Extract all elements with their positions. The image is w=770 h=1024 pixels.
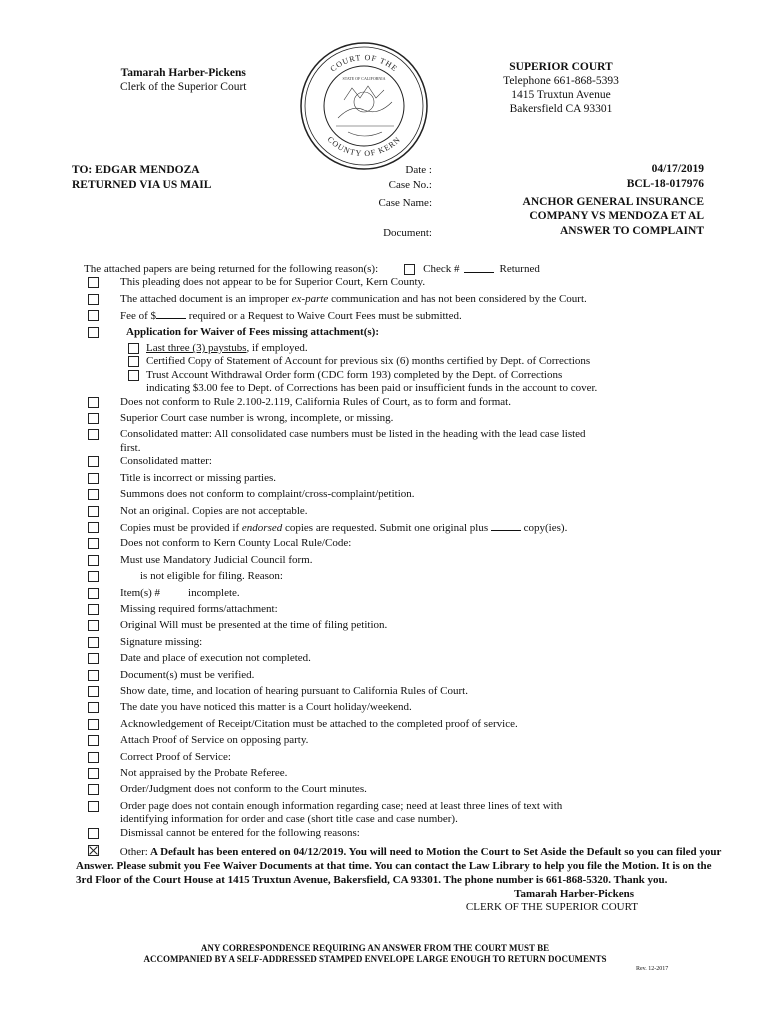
intro-row (84, 263, 728, 276)
reason-text: Dismissal cannot be entered for the following reasons: (120, 826, 360, 839)
reason-checkbox[interactable] (88, 620, 99, 631)
reason-row (88, 428, 728, 455)
reason-text: Acknowledgement of Receipt/Citation must be attached to the completed proof of service. (120, 717, 518, 730)
other-reason (76, 844, 728, 887)
reason-checkbox[interactable] (88, 670, 99, 681)
reason-row (88, 505, 728, 521)
case-name-label: Case Name: (378, 197, 432, 209)
reason-text: Fee of $ required or a Request to Waive Court Fees must be submitted. (120, 310, 462, 323)
reason-checkbox[interactable] (88, 397, 99, 408)
document-value: ANSWER TO COMPLAINT (560, 225, 704, 237)
footer-notice (110, 943, 640, 965)
reason-row (88, 326, 728, 342)
reason-checkbox[interactable] (88, 719, 99, 730)
subreason-checkbox[interactable] (128, 356, 139, 367)
reason-text: Title is incorrect or missing parties. (120, 471, 277, 484)
footer-line-1: ANY CORRESPONDENCE REQUIRING AN ANSWER FROM THE COURT MUST BE (200, 943, 550, 953)
case-name-value-2: COMPANY VS MENDOZA ET AL (529, 210, 704, 222)
reasons-list (76, 263, 728, 914)
reason-row (88, 293, 728, 309)
reason-row (88, 734, 728, 750)
reason-checkbox[interactable] (88, 456, 99, 467)
reason-text: Date and place of execution not completed. (120, 652, 311, 665)
reason-checkbox[interactable] (88, 571, 99, 582)
reason-text: Original Will must be presented at the time of filing petition. (120, 619, 388, 632)
reason-text: This pleading does not appear to be for Superior Court, Kern County. (120, 276, 426, 289)
reason-row (88, 455, 728, 471)
fee-field[interactable] (156, 309, 186, 319)
reason-row (88, 669, 728, 685)
court-block (496, 60, 626, 116)
intro-text: The attached papers are being returned for the following reason(s): (84, 263, 379, 275)
reason-checkbox[interactable] (88, 555, 99, 566)
seal-ring-top: COURT OF THE (328, 52, 400, 74)
reason-text: Attach Proof of Service on opposing party. (120, 734, 309, 747)
reason-text: Superior Court case number is wrong, incomplete, or missing. (120, 412, 394, 425)
other-text: A Default has been entered on 04/12/2019. You will need to Motion the Court to Set Aside the Default so you can filed your Answer. Please submit you Fee Waiver Documents at that time. You can contact the Law Library to help you file the Motion. It is on the 3rd Floor of the Court House at 1415 Truxtun Avenue, Bakersfield, CA 93301. The phone number is 661-868-5320. Thank you. (76, 846, 722, 887)
recipient-to: TO: EDGAR MENDOZA (72, 164, 200, 176)
returned-label: Returned (499, 263, 540, 275)
date-value: 04/17/2019 (651, 163, 704, 175)
reason-row (88, 603, 728, 619)
reason-text: Item(s) # incomplete. (120, 586, 240, 599)
reason-row (88, 396, 728, 412)
subreason-checkbox[interactable] (128, 370, 139, 381)
reason-checkbox[interactable] (88, 277, 99, 288)
reason-row (88, 636, 728, 652)
reason-text: Show date, time, and location of hearing pursuant to California Rules of Court. (120, 684, 468, 697)
reason-row (88, 570, 728, 586)
document-label: Document: (383, 227, 432, 239)
reason-text: Not appraised by the Probate Referee. (120, 767, 288, 779)
reason-text: Copies must be provided if endorsed copies are requested. Submit one original plus copy(ies). (120, 521, 568, 534)
reason-row (88, 521, 728, 537)
reason-checkbox[interactable] (88, 768, 99, 779)
reason-row (88, 652, 728, 668)
case-name-value-1: ANCHOR GENERAL INSURANCE (522, 196, 704, 208)
check-label: Check # (423, 263, 460, 275)
svg-text:COURT OF THE (328, 53, 399, 74)
court-telephone: Telephone 661-868-5393 (503, 75, 619, 87)
reason-checkbox[interactable] (88, 801, 99, 812)
reason-checkbox[interactable] (88, 310, 99, 321)
reason-text: Correct Proof of Service: (120, 750, 231, 763)
date-label: Date : (405, 164, 432, 176)
reason-checkbox[interactable] (88, 588, 99, 599)
reason-row (88, 488, 728, 504)
clerk-block (120, 66, 246, 94)
reason-text: Does not conform to Kern County Local Rule/Code: (120, 537, 352, 550)
signature-name: Tamarah Harber-Pickens (514, 888, 634, 901)
reason-row (88, 751, 728, 767)
reason-checkbox[interactable] (88, 327, 99, 338)
reason-text: Application for Waiver of Fees missing attachment(s): (126, 325, 379, 338)
reason-row (88, 783, 728, 799)
reason-text: The attached document is an improper ex-parte communication and has not been considered by the Court. (120, 292, 587, 305)
reason-row (88, 718, 728, 734)
case-no-label: Case No.: (388, 179, 432, 191)
clerk-name: Tamarah Harber-Pickens (120, 67, 246, 79)
reason-text: Summons does not conform to complaint/cross-complaint/petition. (120, 488, 415, 501)
reason-row (88, 276, 728, 292)
reason-row (88, 685, 728, 701)
reason-checkbox[interactable] (88, 735, 99, 746)
reason-row (88, 309, 728, 325)
reason-row (88, 800, 728, 827)
reason-checkbox[interactable] (88, 828, 99, 839)
reason-checkbox[interactable] (88, 473, 99, 484)
reason-checkbox[interactable] (88, 702, 99, 713)
subreason-checkbox[interactable] (128, 343, 139, 354)
reason-checkbox[interactable] (88, 686, 99, 697)
other-label: Other: (119, 846, 148, 859)
court-city: Bakersfield CA 93301 (509, 103, 613, 115)
subreason-row: Trust Account Withdrawal Order form (CDC form 193) completed by the Dept. of Corrections (88, 369, 728, 382)
reason-row (88, 537, 728, 553)
reason-checkbox[interactable] (88, 429, 99, 440)
reason-text: is not eligible for filing. Reason: (140, 570, 283, 583)
reason-row (88, 767, 728, 783)
copies-field[interactable] (491, 521, 521, 531)
signature-block (88, 888, 728, 914)
seal-state-text: STATE OF CALIFORNIA (342, 76, 386, 81)
reason-checkbox[interactable] (88, 604, 99, 615)
reason-text: Order/Judgment does not conform to the Court minutes. (120, 783, 367, 796)
reason-text: Missing required forms/attachment: (120, 602, 278, 615)
reason-checkbox[interactable] (88, 489, 99, 500)
reason-text: Document(s) must be verified. (120, 668, 255, 681)
reason-row (88, 701, 728, 717)
reason-row (88, 587, 728, 603)
recipient-returned: RETURNED VIA US MAIL (72, 179, 212, 191)
subreason-row: indicating $3.00 fee to Dept. of Corrections has been paid or insufficient funds in the account to cover. (146, 382, 598, 395)
signature-title: CLERK OF THE SUPERIOR COURT (465, 901, 638, 914)
reason-text: Consolidated matter: (120, 455, 212, 468)
reason-row (88, 554, 728, 570)
reason-checkbox[interactable] (88, 538, 99, 549)
reason-text: Consolidated matter: All consolidated case numbers must be listed in the heading with the lead case listed first. (120, 428, 586, 454)
footer-line-2: ACCOMPANIED BY A SELF-ADDRESSED STAMPED ENVELOPE LARGE ENOUGH TO RETURN DOCUMENTS (143, 954, 607, 964)
court-street: 1415 Truxtun Avenue (511, 89, 611, 101)
reason-row (88, 827, 728, 843)
reason-checkbox[interactable] (88, 522, 99, 533)
reason-checkbox[interactable] (88, 413, 99, 424)
reason-text: Must use Mandatory Judicial Council form. (120, 553, 313, 566)
recipient-block (72, 163, 211, 193)
check-checkbox[interactable] (404, 264, 415, 275)
case-no-value: BCL-18-017976 (626, 178, 704, 190)
reason-row (88, 412, 728, 428)
clerk-title: Clerk of the Superior Court (120, 81, 247, 93)
reason-row (88, 619, 728, 635)
court-seal-icon (298, 40, 430, 172)
court-name: SUPERIOR COURT (509, 61, 613, 73)
reason-text: Order page does not contain enough information regarding case; need at least three lines of text with identifying information for order and case (short title case and case number). (120, 799, 563, 826)
reason-checkbox[interactable] (88, 784, 99, 795)
seal-ring-bottom: COUNTY OF KERN (325, 134, 403, 159)
reason-text: Not an original. Copies are not acceptable. (120, 504, 308, 517)
reason-checkbox[interactable] (88, 637, 99, 648)
other-checkbox[interactable] (88, 845, 99, 856)
subreason-row: Certified Copy of Statement of Account for previous six (6) months certified by Dept. of Corrections (88, 355, 728, 368)
reason-checkbox[interactable] (88, 752, 99, 763)
reason-text: Signature missing: (120, 635, 203, 648)
revision-note: Rev. 12-2017 (636, 966, 669, 972)
subreason-row: Last three (3) paystubs, if employed. (88, 342, 728, 355)
reason-row (88, 472, 728, 488)
reason-text: The date you have noticed this matter is a Court holiday/weekend. (120, 701, 412, 714)
reason-checkbox[interactable] (88, 294, 99, 305)
check-number-field[interactable] (464, 263, 494, 273)
reason-checkbox[interactable] (88, 653, 99, 664)
reason-checkbox[interactable] (88, 506, 99, 517)
reason-text: Does not conform to Rule 2.100-2.119, California Rules of Court, as to form and format. (120, 395, 511, 408)
